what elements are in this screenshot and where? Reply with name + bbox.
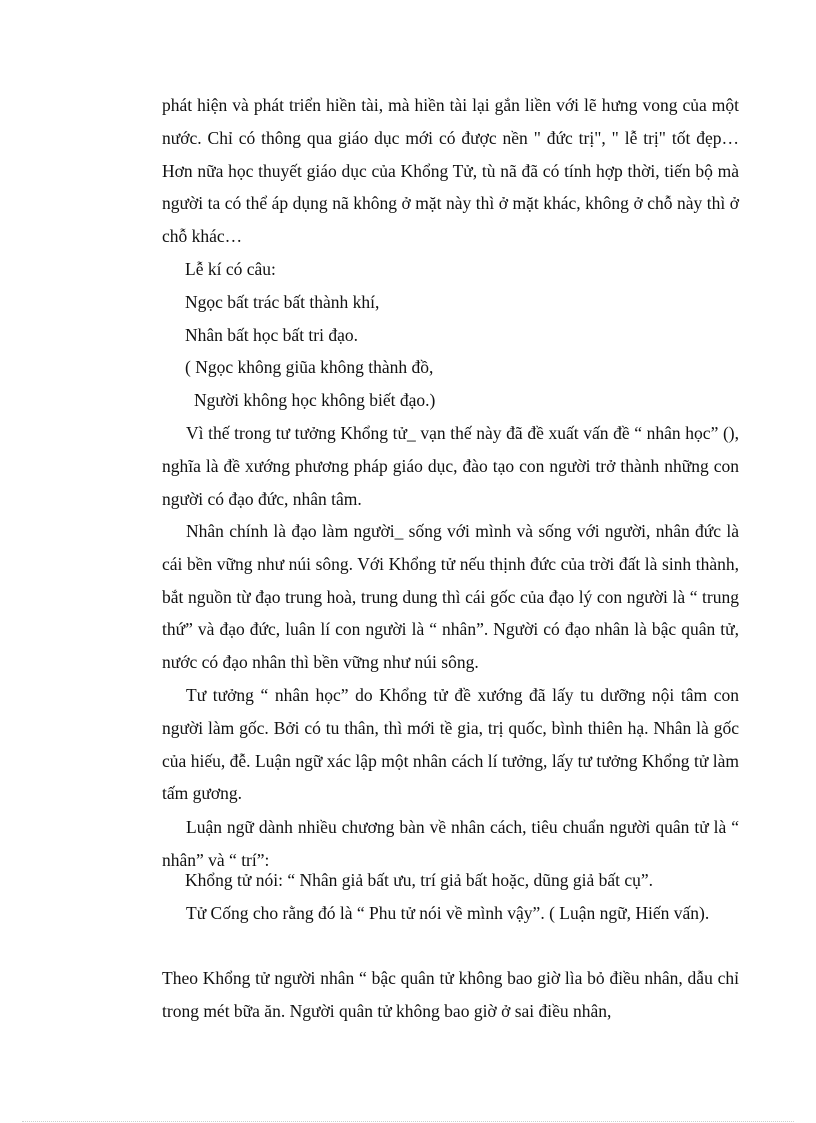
verse-translation-line-2: Người không học không biết đạo.) [194, 390, 436, 410]
paragraph-le-ki-intro: Lễ kí có câu: [185, 259, 276, 279]
paragraph-tu-cong: Tử Cống cho rằng đó là “ Phu tử nói về mình vậy”. ( Luận ngữ, Hiến vấn). [186, 903, 710, 923]
paragraph-tu-tuong: Tư tưởng “ nhân học” do Khổng tử đề xướng đã lấy tu dưỡng nội tâm con người làm gốc. Bởi có tu thân, thì mới tề gia, trị quốc, bình thiên hạ. Nhân là gốc của hiếu, đễ. Luận ngữ xác lập một nhân cách lí tưởng, lấy tư tưởng Khổng tử làm tấm gương. [162, 685, 739, 804]
paragraph-khong-tu-noi: Khổng tử nói: “ Nhân giả bất ưu, trí giả bất hoặc, dũng giả bất cụ”. [185, 870, 654, 890]
paragraph-luan-ngu: Luận ngữ dành nhiều chương bàn về nhân cách, tiêu chuẩn người quân tử là “ nhân” và “ trí”: [162, 817, 739, 870]
paragraph-dao-lam-nguoi: Nhân chính là đạo làm người_ sống với mình và sống với người, nhân đức là cái bền vững như núi sông. Với Khổng tử nếu thịnh đức của trời đất là sinh thành, bắt nguồn từ đạo trung hoà, trung dung thì cái gốc của đạo lý con người là “ trung thứ” và đạo đức, luân lí con người là “ nhân”. Người có đạo nhân là bậc quân tử, nước có đạo nhân thì bền vững như núi sông. [162, 521, 739, 673]
verse-line-2: Nhân bất học bất tri đạo. [185, 325, 359, 345]
page-bottom-divider [22, 1121, 794, 1122]
paragraph-theo-khong-tu: Theo Khổng tử người nhân “ bậc quân tử không bao giờ lìa bỏ điều nhân, dẫu chỉ trong mét bữa ăn. Người quân tử không bao giờ ở sai điều nhân, [162, 968, 739, 1021]
paragraph-nhan-hoc: Vì thế trong tư tưởng Khổng tử_ vạn thế này đã đề xuất vấn đề “ nhân học” (), nghĩa là đề xướng phương pháp giáo dục, đào tạo con người trở thành những con người có đạo đức, nhân tâm. [162, 423, 739, 509]
verse-translation-line-1: ( Ngọc không giũa không thành đồ, [185, 357, 434, 377]
verse-line-1: Ngọc bất trác bất thành khí, [185, 292, 380, 312]
paragraph-intro: phát hiện và phát triển hiền tài, mà hiền tài lại gắn liền với lẽ hưng vong của một nước. Chỉ có thông qua giáo dục mới có được nền " đức trị", " lễ trị" tốt đẹp… Hơn nữa học thuyết giáo dục của Khổng Tử, tù nã đã có tính hợp thời, tiến bộ mà người ta có thể áp dụng nã không ở mặt này thì ở mặt khác, không ở chỗ này thì ở chỗ khác… [162, 95, 739, 247]
